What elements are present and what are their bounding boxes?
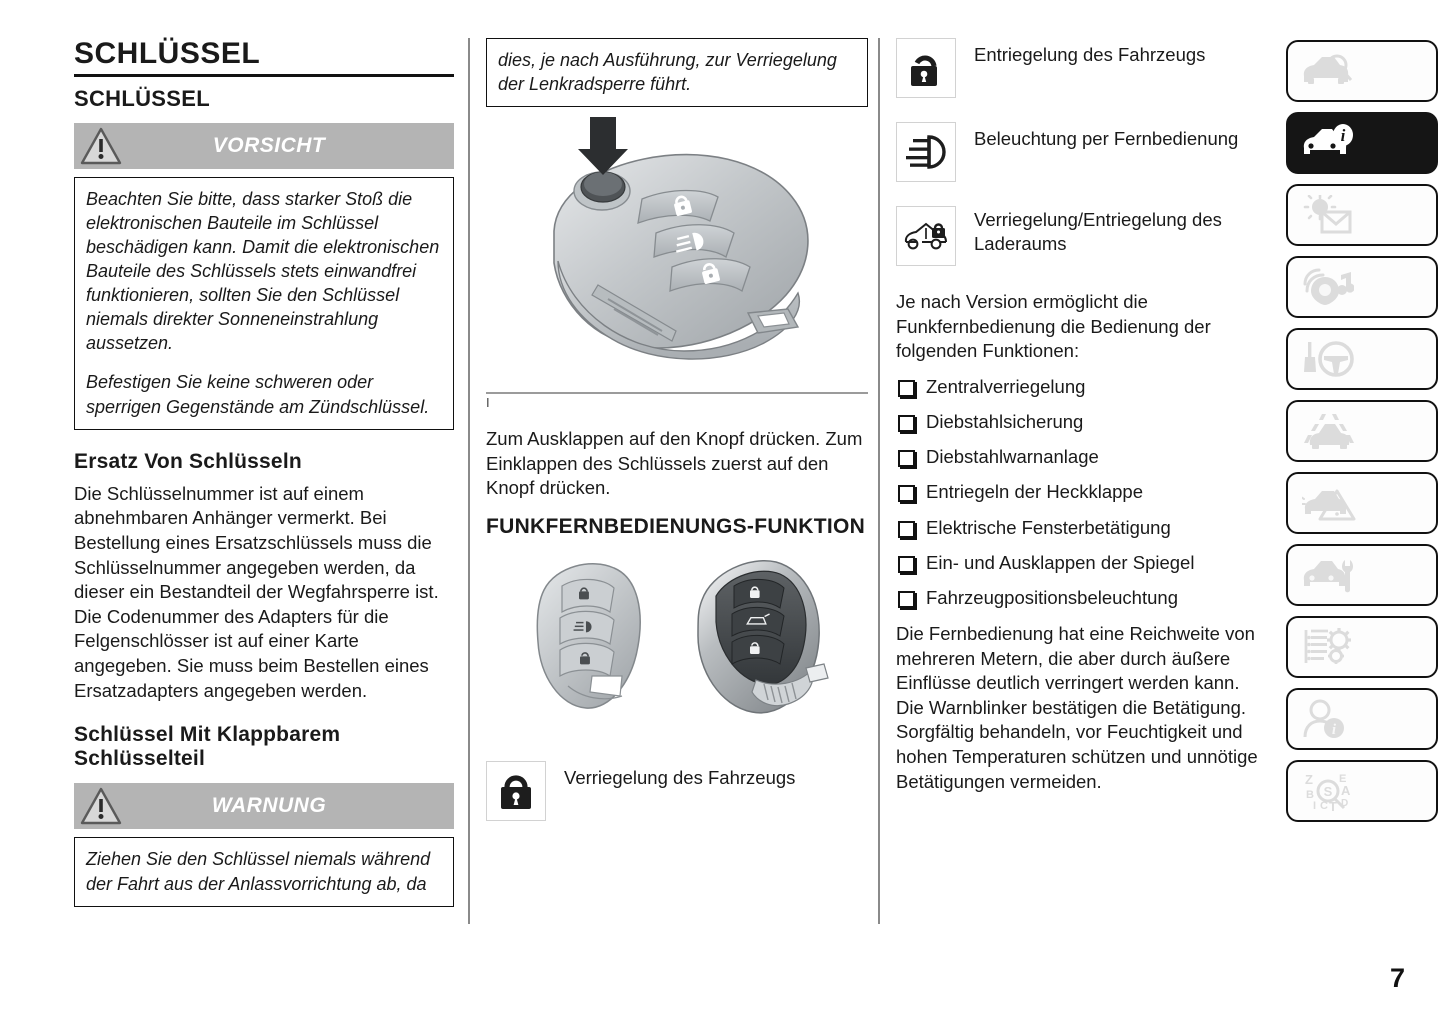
remote-closing-text: Die Fernbedienung hat eine Reichweite von mehreren Metern, die aber durch äußere Einflüsse deutlich verringert werden kann. Die Warnblinker bestätigen die Betätigung. Sorgfältig behandeln, vor Feuchtigkeit und hohen Temperaturen schützen und unnötige Betätigungen vermeiden.	[896, 623, 1258, 792]
list-item	[896, 411, 1264, 433]
icon-label: Verriegelung/Entriegelung des Laderaums	[974, 209, 1222, 255]
caution-label: VORSICHT	[212, 133, 326, 157]
list-item	[896, 376, 1264, 398]
section-title: SCHLÜSSEL	[74, 85, 210, 111]
caution-box	[74, 177, 454, 430]
car-cargo-lock-icon	[896, 206, 956, 266]
list-item-label: Diebstahlwarnanlage	[926, 446, 1099, 468]
column-three	[896, 38, 1264, 804]
bullet-square-icon	[898, 415, 915, 432]
warning-continuation-box	[486, 38, 868, 107]
tab-index-search[interactable]	[1286, 760, 1438, 822]
list-item-label: Ein- und Ausklappen der Spiegel	[926, 551, 1195, 573]
tab-driving[interactable]	[1286, 328, 1438, 390]
list-item	[896, 587, 1264, 609]
caution-paragraph-1: Beachten Sie bitte, dass starker Stoß die elektronischen Bauteile im Schlüssel beschädigen kann. Damit die elektronischen Bauteile des Schlüssels stets einwandfrei funktionieren, sollten Sie den Schlüssel niemals direkter Sonneneinstrahlung aussetzen.	[86, 188, 440, 354]
list-item-label: Zentralverriegelung	[926, 375, 1086, 397]
chapter-title: SCHLÜSSEL	[74, 38, 454, 77]
svg-text:i: i	[1331, 722, 1337, 738]
remote-intro-text: Je nach Version ermöglicht die Funkfernbedienung die Bedienung der folgenden Funktionen:	[896, 291, 1211, 362]
warning-box	[74, 837, 454, 906]
list-item	[896, 446, 1264, 468]
column-two	[486, 38, 868, 845]
headlight-beam-icon	[896, 122, 956, 182]
column-divider-2	[878, 38, 880, 924]
icon-label: Verriegelung des Fahrzeugs	[564, 767, 796, 789]
caution-banner	[74, 123, 454, 169]
padlock-open-icon	[896, 38, 956, 98]
bullet-square-icon	[898, 521, 915, 538]
remote-functions-list	[896, 376, 1264, 609]
icon-row-unlock-vehicle	[896, 38, 1264, 98]
flip-key-heading: Schlüssel Mit Klappbarem Schlüsselteil	[74, 723, 341, 771]
svg-text:E: E	[1339, 773, 1347, 785]
padlock-closed-icon	[486, 761, 546, 821]
tab-breakdown[interactable]	[1286, 472, 1438, 534]
list-item	[896, 552, 1264, 574]
bullet-square-icon	[898, 485, 915, 502]
remote-keys-figure	[486, 550, 868, 755]
replacement-keys-heading: Ersatz Von Schlüsseln	[74, 449, 302, 473]
svg-text:T: T	[1329, 799, 1337, 812]
page-number: 7	[1390, 963, 1406, 993]
svg-text:S: S	[1323, 784, 1333, 799]
svg-text:i: i	[1340, 126, 1346, 145]
bullet-square-icon	[898, 450, 915, 467]
list-item-label: Diebstahlsicherung	[926, 410, 1084, 432]
replacement-keys-body: Die Schlüsselnummer ist auf einem abnehmbaren Anhänger vermerkt. Bei Bestellung eines Ersatzschlüssels muss die Schlüsselnummer angegeben werden, da dieser ein Bestandteil der Wegfahrsperre ist. Die Codenummer des Adapters für die Felgenschlösser ist auf einer Karte angegeben. Sie muss beim Bestellen eines Ersatzadapters angegeben werden.	[74, 482, 439, 701]
svg-text:B: B	[1306, 789, 1314, 801]
svg-text:A: A	[1341, 783, 1351, 798]
list-item	[896, 517, 1264, 539]
warning-triangle-icon	[80, 786, 122, 831]
svg-text:I: I	[1313, 800, 1317, 812]
figure-caption-1: I	[486, 395, 490, 411]
warning-label: WARNUNG	[211, 794, 327, 818]
list-item-label: Fahrzeugpositionsbeleuchtung	[926, 586, 1178, 608]
bullet-square-icon	[898, 380, 915, 397]
column-divider-1	[468, 38, 470, 924]
warning-paragraph-1: Ziehen Sie den Schlüssel niemals während der Fahrt aus der Anlassvorrichtung ab, da	[86, 849, 431, 894]
icon-row-lock-vehicle	[486, 761, 868, 821]
fold-instructions: Zum Ausklappen auf den Knopf drücken. Zum Einklappen des Schlüssels zuerst auf den Knopf drücken.	[486, 428, 863, 499]
list-item	[896, 481, 1264, 503]
icon-row-cargo-lock	[896, 206, 1264, 266]
tab-navigation-audio[interactable]	[1286, 256, 1438, 318]
warning-banner	[74, 783, 454, 829]
remote-function-heading: FUNKFERNBEDIENUNGS-FUNKTION	[486, 515, 866, 538]
column-one	[74, 38, 454, 911]
warning-continuation-text: dies, je nach Ausführung, zur Verriegelung der Lenkradsperre führt.	[498, 50, 837, 95]
section-tab-sidebar	[1286, 40, 1438, 832]
figure-rule	[486, 392, 868, 394]
tab-maintenance[interactable]	[1286, 544, 1438, 606]
bullet-square-icon	[898, 556, 915, 573]
icon-label: Entriegelung des Fahrzeugs	[974, 44, 1206, 65]
tab-comfort[interactable]	[1286, 184, 1438, 246]
tab-vehicle-info[interactable]	[1286, 112, 1438, 174]
warning-triangle-icon	[80, 126, 122, 171]
svg-text:D: D	[1341, 798, 1349, 809]
icon-label: Beleuchtung per Fernbedienung	[974, 128, 1239, 149]
list-item-label: Entriegeln der Heckklappe	[926, 481, 1143, 503]
flip-key-figure	[486, 113, 868, 386]
icon-row-remote-lighting	[896, 122, 1264, 182]
svg-text:Z: Z	[1305, 772, 1313, 787]
caution-paragraph-2: Befestigen Sie keine schweren oder sperrigen Gegenstände am Zündschlüssel.	[86, 372, 430, 417]
tab-driving-aids[interactable]	[1286, 400, 1438, 462]
tab-user-info[interactable]	[1286, 688, 1438, 750]
list-item-label: Elektrische Fensterbetätigung	[926, 516, 1171, 538]
svg-text:C: C	[1320, 800, 1328, 812]
bullet-square-icon	[898, 591, 915, 608]
tab-technical-data[interactable]	[1286, 616, 1438, 678]
tab-vehicle-overview[interactable]	[1286, 40, 1438, 102]
